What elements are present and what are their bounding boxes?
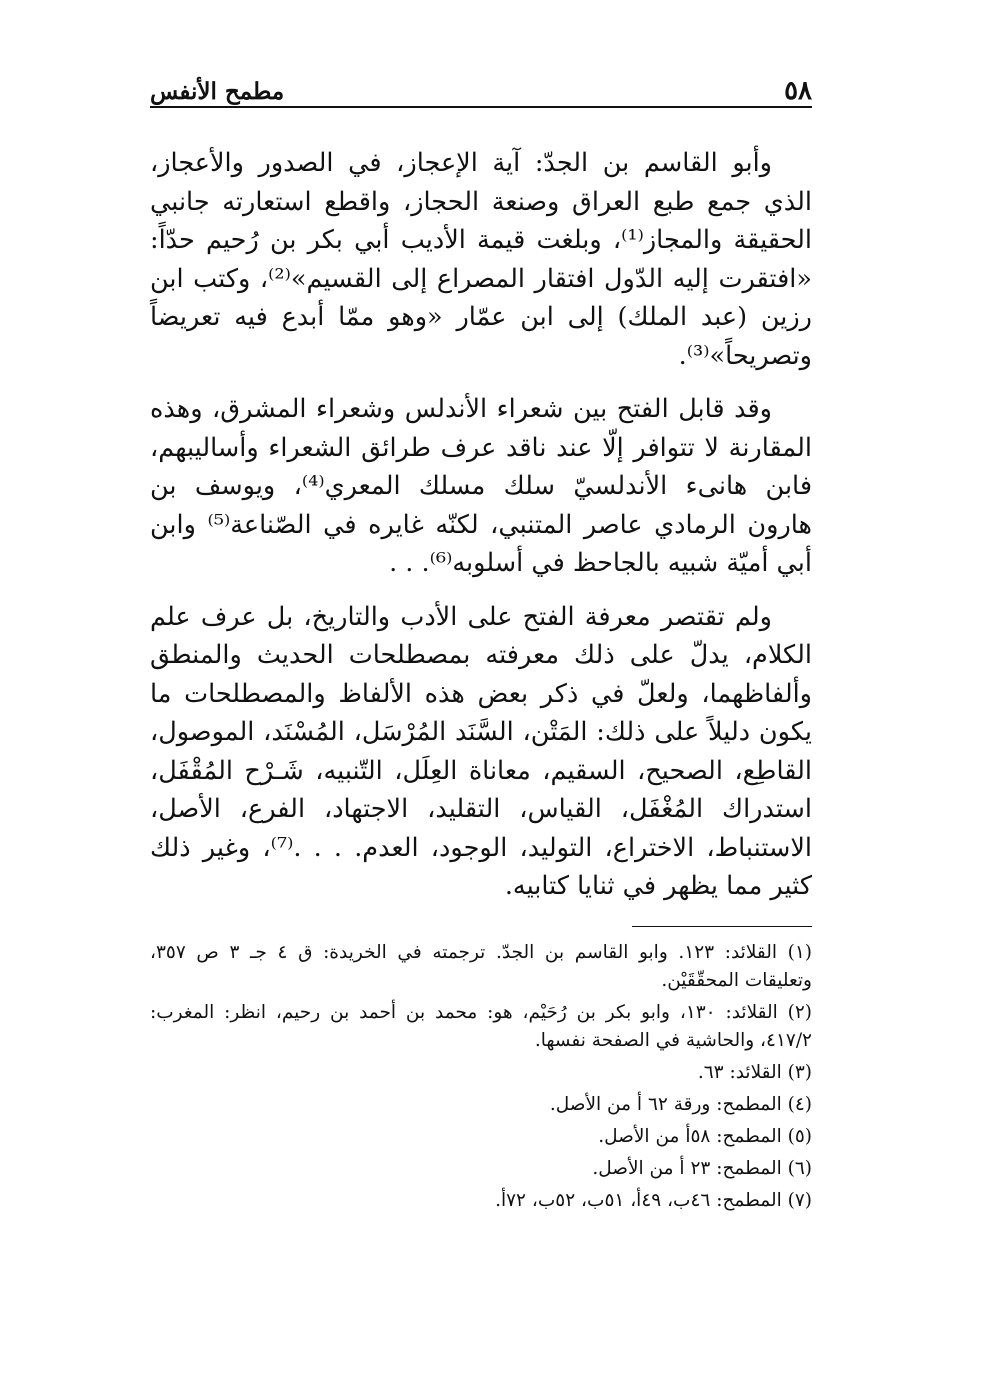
- footnote-separator: [632, 926, 812, 927]
- footnote: (٤) المطمح: ورقة ٦٢ أ من الأصل.: [549, 1093, 812, 1115]
- footnote: (٢) القلائد: ١٣٠، وابو بكر بن رُحَيْم، هو: محمد بن أحمد بن رحيم، انظر: المغرب: ٤١٧/٢، والحاشية في الصفحة نفسها.: [150, 1001, 812, 1051]
- running-title: مطمح الأنفس: [150, 78, 285, 105]
- paragraph: وأبو القاسم بن الجدّ: آية الإعجاز، في الصدور والأعجاز، الذي جمع طبع العراق وصنعة الحجاز، واقطع استعارته جانبي الحقيقة والمجاز⁽¹⁾، وبلغت قيمة الأديب أبي بكر بن رُحيم حدّاً: «افتقرت إليه الدّول افتقار المصراع إلى القسيم»⁽²⁾، وكتب ابن رزين (عبد الملك) إلى ابن عمّار «وهو ممّا أبدع فيه تعريضاً وتصريحاً»⁽³⁾.: [150, 148, 812, 371]
- book-page: [150, 70, 812, 1219]
- paragraph: ولم تقتصر معرفة الفتح على الأدب والتاريخ، بل عرف علم الكلام، يدلّ على ذلك معرفته بمصطلحات الحديث والمنطق وألفاظهما، ولعلّ في ذكر بعض هذه الألفاظ والمصطلحات ما يكون دليلاً على ذلك: المَتْن، السَّنَد المُرْسَل، المُسْنَد، الموصول، القاطِع، الصحيح، السقيم، معاناة العِلَل، التّنبيه، شَـرْح المُقْفَل، استدراك المُغْفَل، القياس، التقليد، الاجتهاد، الفرع، الأصل، الاستنباط، الاختراع، التوليد، الوجود، العدم. . . .⁽⁷⁾، وغير ذلك كثير مما يظهر في ثنايا كتابيه.: [150, 601, 813, 901]
- main-text: [150, 144, 812, 906]
- page-number: ٥٨: [784, 76, 812, 106]
- footnote: (٦) المطمح: ٢٣ أ من الأصل.: [592, 1157, 812, 1179]
- footnote: (٥) المطمح: ٥٨أ من الأصل.: [598, 1125, 812, 1147]
- footnote: (٧) المطمح: ٤٦ب، ٤٩أ، ٥١ب، ٥٢ب، ٧٢أ.: [495, 1189, 812, 1211]
- footnote: (١) القلائد: ١٢٣. وابو القاسم بن الجدّ. ترجمته في الخريدة: ق ٤ جـ ٣ ص ٣٥٧، وتعليقات المحقّقَيْن.: [150, 941, 813, 991]
- page-header: [150, 70, 812, 108]
- footnotes: [150, 939, 812, 1215]
- footnote: (٣) القلائد: ٦٣.: [697, 1061, 812, 1083]
- paragraph: وقد قابل الفتح بين شعراء الأندلس وشعراء المشرق، وهذه المقارنة لا تتوافر إلّا عند ناقد عرف طرائق الشعراء وأساليبهم، فابن هانىء الأندلسيّ سلك مسلك المعري⁽⁴⁾، ويوسف بن هارون الرمادي عاصر المتنبي، لكنّه غايره في الصّناعة⁽⁵⁾ وابن أبي أميّة شبيه بالجاحظ في أسلوبه⁽⁶⁾. . .: [150, 394, 813, 578]
